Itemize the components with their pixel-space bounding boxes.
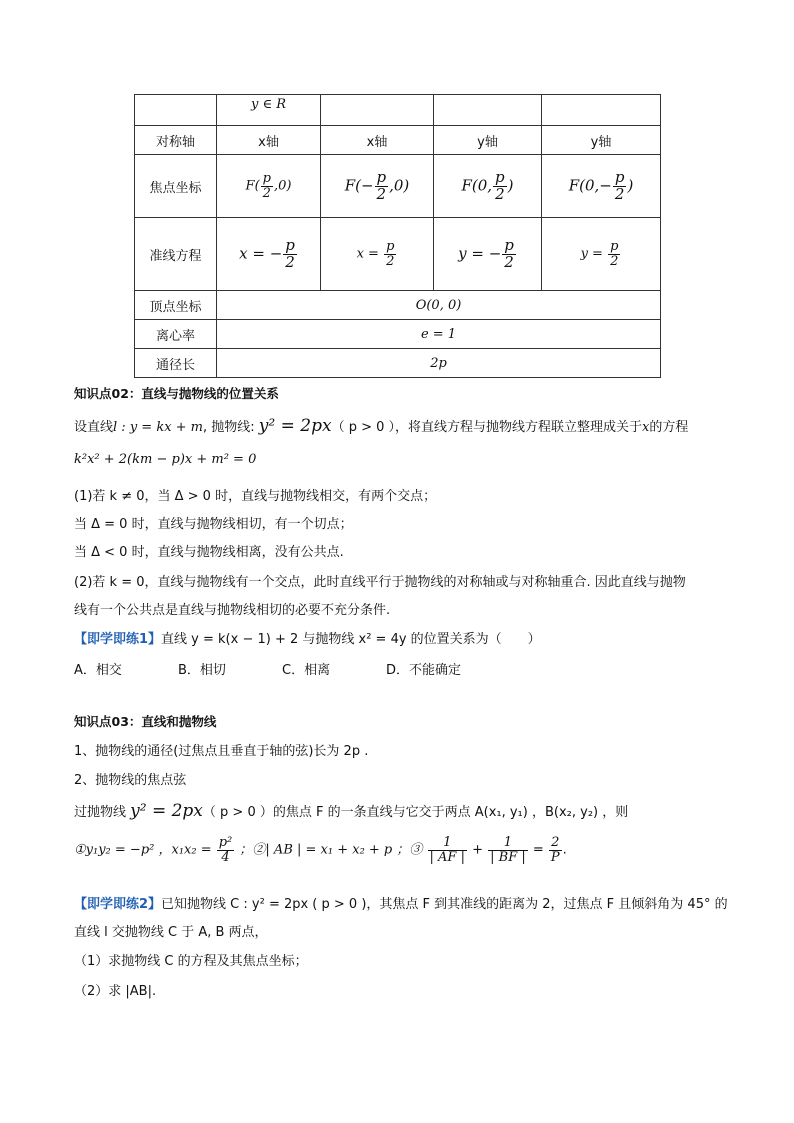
table-row [135,95,661,126]
directrix-cell: y = − $\frac{p}{2}$ [434,218,542,291]
directrix-cell: x = $\frac{p}{2}$ [321,218,434,291]
fraction: $\frac{2}{P}$ [550,835,560,865]
latus-rectum-label: 通径长 [135,349,217,378]
focus-cell: F(0, $\frac{p}{2}$ ) [434,155,542,218]
section-02-title: 知识点02：直线与抛物线的位置关系 [74,386,279,401]
exercise-1 [74,628,541,647]
option-d: D．不能确定 [386,663,462,678]
quadratic-equation: k²x² + 2(km − p)x + m² = 0 [74,452,257,467]
formula-text: ；②| AB | = x₁ + x₂ + p ；③ [235,842,427,858]
focus-cell: F(− $\frac{p}{2}$ ,0) [321,155,434,218]
case-text: 当 Δ < 0 时，直线与抛物线相离，没有公共点. [74,545,344,560]
exercise-text: 已知抛物线 C : y² = 2px ( p > 0 )，其焦点 F 到其准线的距离为 2，过焦点 F 且倾斜角为 45° 的 [161,897,728,912]
text: 过抛物线 [74,805,131,820]
formula-text: ①y₁y₂ = −p² ，x₁x₂ = [74,842,216,858]
focus-label: 焦点坐标 [135,155,217,218]
option-c: C．相离 [282,663,331,678]
focal-chord-text [74,801,628,821]
axis-cell: x轴 [321,126,434,155]
line-equation: l : y = kx + m [113,420,204,435]
question-1: （1）求抛物线 C 的方程及其焦点坐标； [74,954,308,969]
fraction: $\frac{1}{| BF |}$ [490,835,526,865]
axis-label: 对称轴 [135,126,217,155]
section-03-title: 知识点03：直线和抛物线 [74,714,217,729]
text: 的方程 [649,420,689,435]
exercise-text: 直线 y = k(x − 1) + 2 与抛物线 x² = 4y 的位置关系为（ ） [161,632,541,647]
table-cell [434,95,542,126]
axis-cell: y轴 [434,126,542,155]
answer-options [74,659,490,678]
variable: x [642,420,650,435]
directrix-cell: x = − $\frac{p}{2}$ [217,218,321,291]
range-cell: y ∈ R [217,95,321,126]
fraction: $\frac{\text{p²}}{4}$ [218,835,233,865]
section-03-item: 2、抛物线的焦点弦 [74,773,187,788]
table-cell [321,95,434,126]
text: , 抛物线: [203,420,259,435]
option-a: A．相交 [74,663,122,678]
table-row [135,320,661,349]
case-text: (1)若 k ≠ 0，当 Δ > 0 时，直线与抛物线相交，有两个交点； [74,489,437,504]
vertex-value: O(0, 0) [217,291,661,320]
vertex-label: 顶点坐标 [135,291,217,320]
text: （ p > 0 ） [331,420,396,435]
parabola-properties-table [134,94,661,378]
focus-cell: F( $\frac{p}{2}$ ,0) [217,155,321,218]
latus-rectum-value: 2p [217,349,661,378]
axis-cell: x轴 [217,126,321,155]
table-cell [542,95,661,126]
table-cell [135,95,217,126]
fraction: $\frac{1}{| AF |}$ [429,835,465,865]
case-text: (2)若 k = 0，直线与抛物线有一个交点，此时直线平行于抛物线的对称轴或与对称轴重合. 因此直线与抛物 [74,575,686,590]
question-2: （2）求 |AB|. [74,984,157,999]
table-row [135,349,661,378]
parabola-equation: y² = 2px [130,801,203,821]
focal-chord-formulas: ①y₁y₂ = −p² ，x₁x₂ = $\frac{\text{p²}}{4}$ ；②| AB | = x₁ + x₂ + p ；③ $\frac{1}{| AF |}$ + $\frac{1}{| BF |}$ = $\frac{2}{P}$ . [74,835,567,865]
axis-cell: y轴 [542,126,661,155]
table-row [135,155,661,218]
table-row [135,218,661,291]
option-b: B．相切 [178,663,226,678]
case-text: 线有一个公共点是直线与抛物线相切的必要不充分条件. [74,603,391,618]
eccentricity-value: e = 1 [217,320,661,349]
text: 设直线 [74,420,114,435]
case-text: 当 Δ = 0 时，直线与抛物线相切，有一个切点； [74,517,353,532]
exercise-text: 直线 l 交抛物线 C 于 A, B 两点， [74,925,268,940]
eccentricity-label: 离心率 [135,320,217,349]
parabola-equation: y² = 2px [258,416,332,436]
exercise-2 [74,893,728,912]
exercise-tag: 【即学即练2】 [74,897,162,912]
text: ，将直线方程与抛物线方程联立整理成关于 [395,420,643,435]
exercise-tag: 【即学即练1】 [74,632,162,647]
focus-cell: F(0,− $\frac{p}{2}$ ) [542,155,661,218]
text: （ p > 0 ）的焦点 F 的一条直线与它交于两点 A(x₁, y₁) ，B(x₂, y₂) ，则 [202,805,629,820]
section-02-intro [74,416,688,436]
directrix-label: 准线方程 [135,218,217,291]
table-row [135,291,661,320]
section-03-item: 1、抛物线的通径(过焦点且垂直于轴的弦)长为 2p . [74,744,369,759]
directrix-cell: y = $\frac{p}{2}$ [542,218,661,291]
table-row [135,126,661,155]
